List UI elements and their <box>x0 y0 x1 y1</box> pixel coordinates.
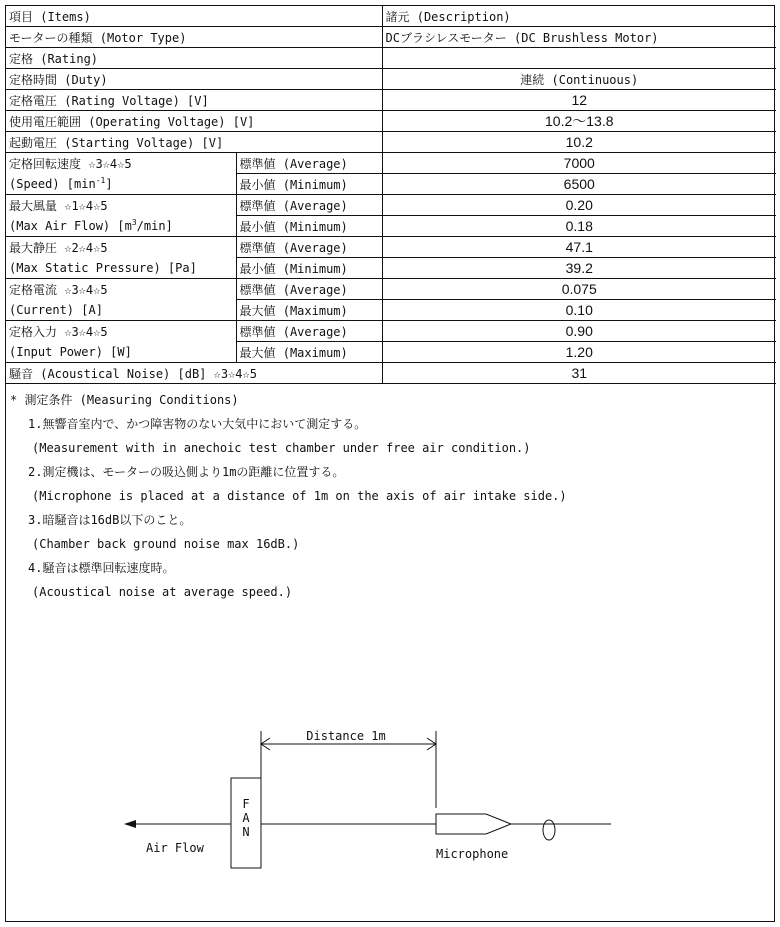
current-sub-avg: 標準値 (Average) <box>236 279 382 300</box>
air-flow-label: Air Flow <box>146 841 204 855</box>
cable-loop-icon <box>543 820 555 840</box>
table-row-header <box>6 6 776 27</box>
measurement-diagram-svg <box>6 696 776 896</box>
duty-value: 連続 (Continuous) <box>382 69 776 90</box>
operating-voltage-label: 使用電圧範囲 (Operating Voltage) [V] <box>6 111 382 132</box>
pressure-label-en: (Max Static Pressure) [Pa] <box>6 258 236 279</box>
table-row-duty <box>6 69 776 90</box>
fan-letter-a: A <box>242 811 250 825</box>
current-value-max: 0.10 <box>382 300 776 321</box>
header-description: 諸元 (Description) <box>382 6 776 27</box>
note-3-jp: 3.暗騒音は16dB以下のこと。 <box>28 513 192 527</box>
operating-voltage-value: 10.2～13.8 <box>382 111 776 132</box>
air-flow-arrow-icon <box>124 820 136 828</box>
table-row-operating-voltage <box>6 111 776 132</box>
motor-type-label: モーターの種類 (Motor Type) <box>6 27 382 48</box>
starting-voltage-value: 10.2 <box>382 132 776 153</box>
header-item: 項目 (Items) <box>6 6 382 27</box>
spec-table <box>6 6 776 384</box>
note-1-jp: 1.無響音室内で、かつ障害物のない大気中において測定する。 <box>28 417 367 431</box>
noise-value: 31 <box>382 363 776 384</box>
pressure-value-min: 39.2 <box>382 258 776 279</box>
power-value-max: 1.20 <box>382 342 776 363</box>
note-3-en: (Chamber back ground noise max 16dB.) <box>32 537 300 551</box>
power-sub-max: 最大値 (Maximum) <box>236 342 382 363</box>
airflow-value-avg: 0.20 <box>382 195 776 216</box>
note-4-en: (Acoustical noise at average speed.) <box>32 585 293 599</box>
microphone-icon <box>436 814 511 834</box>
speed-sub-avg: 標準値 (Average) <box>236 153 382 174</box>
rating-value <box>382 48 776 69</box>
speed-label-en: (Speed) $[\min^{-1}]$ <box>6 174 236 195</box>
duty-label: 定格時間 (Duty) <box>6 69 382 90</box>
motor-type-value: DCブラシレスモーター (DC Brushless Motor) <box>382 27 776 48</box>
pressure-label-jp: 最大静圧 ☆2☆4☆5 <box>6 237 236 258</box>
speed-value-avg: 7000 <box>382 153 776 174</box>
table-row-power-max <box>6 342 776 363</box>
distance-label: Distance 1m <box>306 729 386 743</box>
notes-title: * 測定条件 (Measuring Conditions) <box>10 393 239 407</box>
table-row-airflow-avg <box>6 195 776 216</box>
airflow-sub-avg: 標準値 (Average) <box>236 195 382 216</box>
rating-label: 定格 (Rating) <box>6 48 382 69</box>
airflow-label-jp: 最大風量 ☆1☆4☆5 <box>6 195 236 216</box>
table-row-power-avg <box>6 321 776 342</box>
note-2-en: (Microphone is placed at a distance of 1m on the axis of air intake side.) <box>32 489 567 503</box>
table-row-starting-voltage <box>6 132 776 153</box>
note-2-jp: 2.測定機は、モーターの吸込側より1mの距離に位置する。 <box>28 465 345 479</box>
fan-letter-n: N <box>242 825 250 839</box>
current-label-jp: 定格電流 ☆3☆4☆5 <box>6 279 236 300</box>
table-row-airflow-min <box>6 216 776 237</box>
noise-label: 騒音 (Acoustical Noise) [dB] ☆3☆4☆5 <box>6 363 382 384</box>
power-value-avg: 0.90 <box>382 321 776 342</box>
rating-voltage-value: 12 <box>382 90 776 111</box>
speed-label-jp: 定格回転速度 ☆3☆4☆5 <box>6 153 236 174</box>
table-row-motor-type <box>6 27 776 48</box>
starting-voltage-label: 起動電圧 (Starting Voltage) [V] <box>6 132 382 153</box>
measurement-diagram <box>6 696 776 896</box>
microphone-label: Microphone <box>436 847 509 861</box>
pressure-sub-avg: 標準値 (Average) <box>236 237 382 258</box>
rating-voltage-label: 定格電圧 (Rating Voltage) [V] <box>6 90 382 111</box>
table-row-speed-avg <box>6 153 776 174</box>
current-value-avg: 0.075 <box>382 279 776 300</box>
speed-sub-min: 最小値 (Minimum) <box>236 174 382 195</box>
airflow-sub-min: 最小値 (Minimum) <box>236 216 382 237</box>
table-row-rating-voltage <box>6 90 776 111</box>
measuring-conditions <box>6 384 774 604</box>
pressure-value-avg: 47.1 <box>382 237 776 258</box>
current-sub-max: 最大値 (Maximum) <box>236 300 382 321</box>
fan-letter-f: F <box>242 797 250 811</box>
table-row-pressure-min <box>6 258 776 279</box>
airflow-label-en: (Max Air Flow) $[m^3/\min]$ <box>6 216 236 237</box>
spec-sheet <box>5 5 775 922</box>
power-label-en: (Input Power) [W] <box>6 342 236 363</box>
pressure-sub-min: 最小値 (Minimum) <box>236 258 382 279</box>
note-4-jp: 4.騒音は標準回転速度時。 <box>28 561 175 575</box>
note-1-en: (Measurement with in anechoic test chamber under free air condition.) <box>32 441 531 455</box>
airflow-value-min: 0.18 <box>382 216 776 237</box>
power-sub-avg: 標準値 (Average) <box>236 321 382 342</box>
power-label-jp: 定格入力 ☆3☆4☆5 <box>6 321 236 342</box>
table-row-current-avg <box>6 279 776 300</box>
table-row-speed-min <box>6 174 776 195</box>
table-row-noise <box>6 363 776 384</box>
table-row-rating <box>6 48 776 69</box>
current-label-en: (Current) [A] <box>6 300 236 321</box>
speed-value-min: 6500 <box>382 174 776 195</box>
table-row-pressure-avg <box>6 237 776 258</box>
table-row-current-max <box>6 300 776 321</box>
